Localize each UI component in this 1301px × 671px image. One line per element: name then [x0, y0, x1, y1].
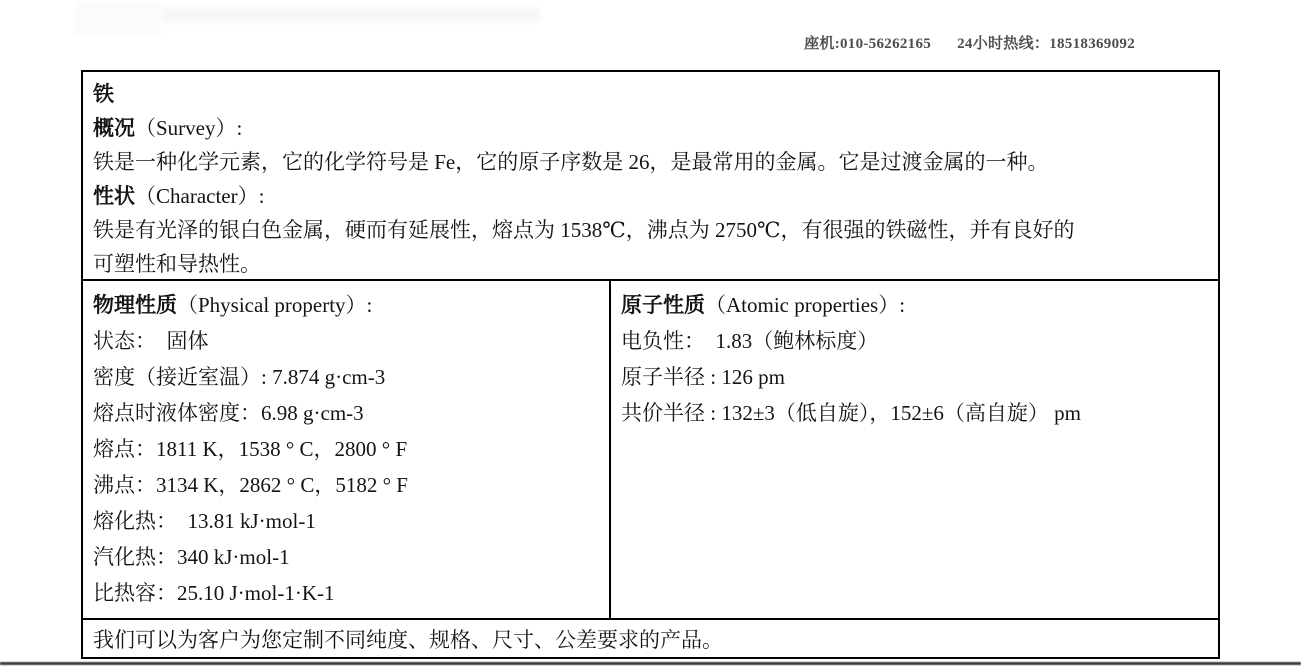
element-info-table — [81, 70, 1220, 659]
header-contact — [804, 32, 1135, 53]
physical-row-boiling-point: 沸点：3134 K，2862 ° C，5182 ° F — [93, 473, 408, 497]
character-heading-en: （Character）: — [135, 184, 265, 208]
atomic-row-covalent-radius: 共价半径 : 132±3（低自旋），152±6（高自旋） pm — [621, 401, 1081, 425]
character-heading-cn: 性状 — [93, 184, 135, 208]
survey-heading-cn: 概况 — [93, 116, 135, 140]
physical-row-heat-of-vaporization: 汽化热：340 kJ·mol-1 — [93, 545, 290, 569]
page-bottom-edge — [0, 662, 1301, 665]
physical-row-density: 密度（接近室温）: 7.874 g·cm-3 — [93, 365, 386, 389]
character-heading — [93, 179, 1206, 213]
survey-heading-en: （Survey）: — [135, 116, 243, 140]
custom-order-note: 我们可以为客户为您定制不同纯度、规格、尺寸、公差要求的产品。 — [93, 627, 723, 652]
atomic-row-electronegativity: 电负性： 1.83（鲍林标度） — [621, 329, 879, 353]
physical-heading-cn: 物理性质 — [93, 293, 177, 317]
physical-row-specific-heat: 比热容：25.10 J·mol-1·K-1 — [93, 581, 335, 605]
physical-row-melting-point: 熔点：1811 K，1538 ° C，2800 ° F — [93, 437, 408, 461]
physical-properties-cell — [83, 281, 609, 618]
character-text-line2: 可塑性和导热性。 — [93, 252, 261, 276]
atomic-row-atomic-radius: 原子半径 : 126 pm — [621, 365, 785, 389]
physical-heading-en: （Physical property）: — [177, 293, 373, 317]
landline-number: 座机:010-56262165 — [804, 36, 932, 52]
atomic-properties-cell — [609, 281, 1218, 618]
survey-heading — [93, 111, 1206, 145]
properties-row — [83, 279, 1218, 620]
physical-row-heat-of-fusion: 熔化热： 13.81 kJ·mol-1 — [93, 509, 316, 533]
physical-row-state: 状态： 固体 — [93, 329, 209, 353]
character-text-line1: 铁是有光泽的银白色金属，硬而有延展性，熔点为 1538℃，沸点为 2750℃，有很强的铁磁性，并有良好的 — [93, 218, 1075, 242]
atomic-heading-en: （Atomic properties）: — [705, 293, 906, 317]
element-title: 铁 — [93, 82, 114, 106]
hotline-number: 24小时热线：18518369092 — [957, 36, 1135, 52]
physical-row-liquid-density: 熔点时液体密度：6.98 g·cm-3 — [93, 401, 364, 425]
physical-heading — [93, 287, 599, 323]
faded-logo — [75, 2, 161, 35]
custom-order-note-row — [83, 620, 1218, 657]
atomic-heading — [621, 287, 1208, 323]
faded-header-streak — [162, 8, 540, 22]
intro-section — [83, 72, 1218, 279]
atomic-heading-cn: 原子性质 — [621, 293, 705, 317]
survey-text: 铁是一种化学元素，它的化学符号是 Fe，它的原子序数是 26，是最常用的金属。它是过渡金属的一种。 — [93, 150, 1049, 174]
